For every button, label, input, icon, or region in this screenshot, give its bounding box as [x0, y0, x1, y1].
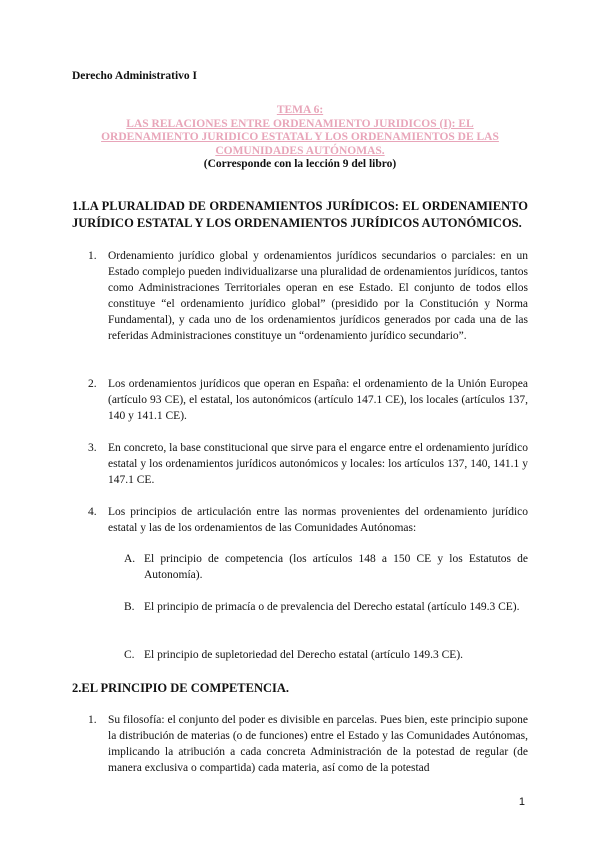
list-item-number: 2.	[88, 378, 97, 390]
document-header: Derecho Administrativo I	[72, 70, 198, 82]
sub-list-item-text: El principio de competencia (los artículos 148 a 150 CE y los Estatutos de Autonomía).	[144, 553, 528, 581]
list-item-text: Los ordenamientos jurídicos que operan en España: el ordenamiento de la Unión Europea (artículo 93 CE), el estatal, los autonómicos (artículo 147.1 CE), los locales (artículos 137, 140 y 141.1 CE).	[108, 378, 528, 422]
title-subtitle: (Corresponde con la lección 9 del libro)	[203, 158, 397, 170]
list-item-text: Los principios de articulación entre las normas provenientes del ordenamiento jurídico estatal y las de los ordenamientos de las Comunidades Autónomas:	[108, 506, 528, 534]
list-item	[88, 376, 528, 424]
list-item-text: Su filosofía: el conjunto del poder es divisible en parcelas. Pues bien, este principio supone la distribución de materias (o de funciones) entre el Estado y las Comunidades Autónomas, implicando la atribución a cada concreta Administración de la potestad de regular (de manera exclusiva o compartida) cada materia, así como de la potestad	[108, 714, 528, 774]
list-item-number: 4.	[88, 506, 97, 518]
title-line-3: ORDENAMIENTO JURIDICO ESTATAL Y LOS ORDENAMIENTOS DE LAS	[101, 131, 499, 143]
sub-list-item-text: El principio de supletoriedad del Derecho estatal (artículo 149.3 CE).	[144, 649, 464, 661]
list-item-number: 1.	[88, 714, 97, 726]
list-item-number: 3.	[88, 442, 97, 454]
title-block	[72, 104, 528, 172]
title-line-1: TEMA 6:	[276, 104, 324, 116]
list-item-text: Ordenamiento jurídico global y ordenamientos jurídicos secundarios o parciales: en un Estado complejo pueden individualizarse una pluralidad de ordenamientos jurídicos, tantos como Administraciones Territoriales operan en ese Estado. El conjunto de todos ellos constituye “el ordenamiento jurídico global” (presidido por la Constitución y Norma Fundamental), y cada uno de los ordenamientos jurídicos generados por cada una de las referidas Administraciones constituye un “ordenamiento jurídico secundario”.	[108, 250, 528, 342]
section-1-heading: 1.LA PLURALIDAD DE ORDENAMIENTOS JURÍDICOS: EL ORDENAMIENTO JURÍDICO ESTATAL Y LOS ORDENAMIENTOS JURÍDICOS AUTONÓMICOS.	[72, 199, 528, 230]
sub-list-item	[124, 647, 528, 663]
list-item	[88, 440, 528, 488]
list-item-number: 1.	[88, 250, 97, 262]
sub-list-item	[124, 599, 528, 615]
title-line-4: COMUNIDADES AUTÓNOMAS.	[215, 144, 385, 157]
list-item-text: En concreto, la base constitucional que sirve para el engarce entre el ordenamiento jurídico estatal y los ordenamientos jurídicos autonómicos y locales: los artículos 137, 140, 141.1 y 147.1 CE.	[108, 442, 528, 486]
sub-list-item	[124, 551, 528, 583]
section-2-heading: 2.EL PRINCIPIO DE COMPETENCIA.	[72, 681, 290, 695]
sub-list-item-letter: A.	[124, 553, 136, 565]
page-number: 1	[518, 796, 525, 808]
list-item	[88, 504, 528, 536]
title-line-2: LAS RELACIONES ENTRE ORDENAMIENTO JURIDICOS (I): EL	[126, 117, 474, 130]
list-item	[88, 712, 528, 776]
sub-list-item-letter: C.	[124, 649, 135, 661]
list-item	[88, 248, 528, 344]
sub-list-item-text: El principio de primacía o de prevalencia del Derecho estatal (artículo 149.3 CE).	[144, 601, 520, 613]
sub-list-item-letter: B.	[124, 601, 135, 613]
